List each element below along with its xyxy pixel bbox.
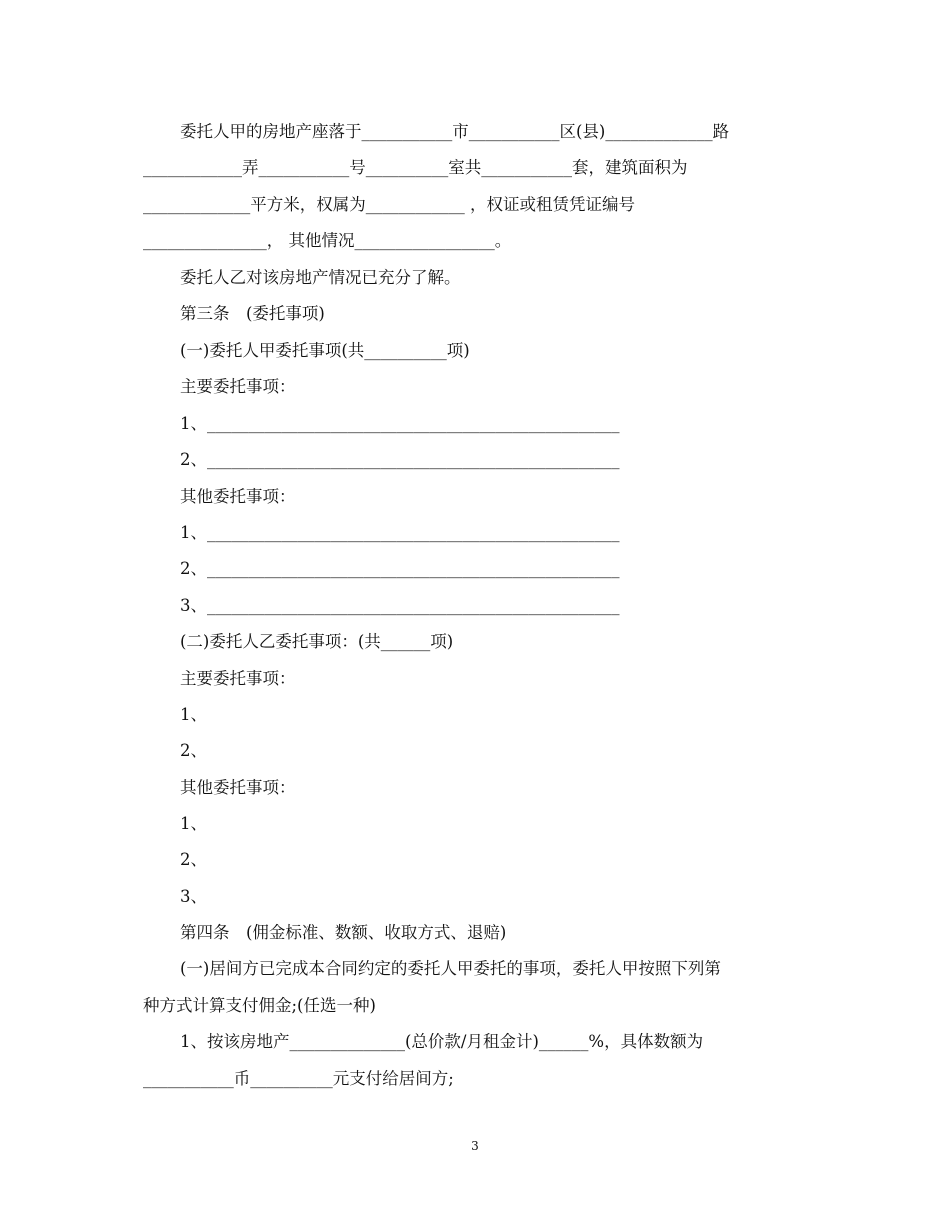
main-items-label: 主要委托事项： bbox=[180, 669, 296, 688]
list-item: 2、 bbox=[180, 741, 207, 760]
other-items-label: 其他委托事项： bbox=[180, 487, 296, 506]
list-item: 3、__________________________________________________ bbox=[180, 596, 620, 615]
list-item: 1、__________________________________________________ bbox=[180, 523, 620, 542]
party-b-entrusted-items: (二)委托人乙委托事项：(共______项) bbox=[180, 632, 454, 651]
list-item: 2、__________________________________________________ bbox=[180, 559, 620, 578]
list-item: 1、 bbox=[180, 705, 207, 724]
commission-method-one-cont: ___________币__________元支付给居间方; bbox=[143, 1069, 454, 1088]
commission-paragraph: (一)居间方已完成本合同约定的委托人甲委托的事项，委托人甲按照下列第 bbox=[180, 959, 721, 978]
page-number: 3 bbox=[471, 1139, 479, 1153]
party-a-entrusted-items: (一)委托人甲委托事项(共__________项) bbox=[180, 341, 470, 360]
party-b-understanding: 委托人乙对该房地产情况已充分了解。 bbox=[180, 268, 461, 287]
commission-paragraph-cont: 种方式计算支付佣金;(任选一种) bbox=[143, 996, 376, 1015]
commission-method-one: 1、按该房地产______________(总价款/月租金计)______%，具体数额为 bbox=[180, 1032, 704, 1051]
article-four-heading: 第四条 (佣金标准、数额、收取方式、退赔) bbox=[180, 923, 507, 942]
list-item: 1、 bbox=[180, 814, 207, 833]
list-item: 2、__________________________________________________ bbox=[180, 450, 620, 469]
property-location-line: 委托人甲的房地产座落于___________市___________区(县)_____________路 bbox=[180, 122, 730, 141]
list-item: 2、 bbox=[180, 850, 207, 869]
main-items-label: 主要委托事项： bbox=[180, 377, 296, 396]
property-other-line: _______________， 其他情况_________________。 bbox=[143, 231, 512, 250]
article-three-heading: 第三条 (委托事项) bbox=[180, 304, 325, 323]
property-area-line: ____________弄___________号__________室共___________套，建筑面积为 bbox=[143, 158, 688, 177]
property-ownership-line: _____________平方米，权属为____________ ，权证或租赁凭证编号 bbox=[143, 195, 635, 214]
list-item: 3、 bbox=[180, 887, 207, 906]
other-items-label: 其他委托事项： bbox=[180, 778, 296, 797]
list-item: 1、__________________________________________________ bbox=[180, 414, 620, 433]
